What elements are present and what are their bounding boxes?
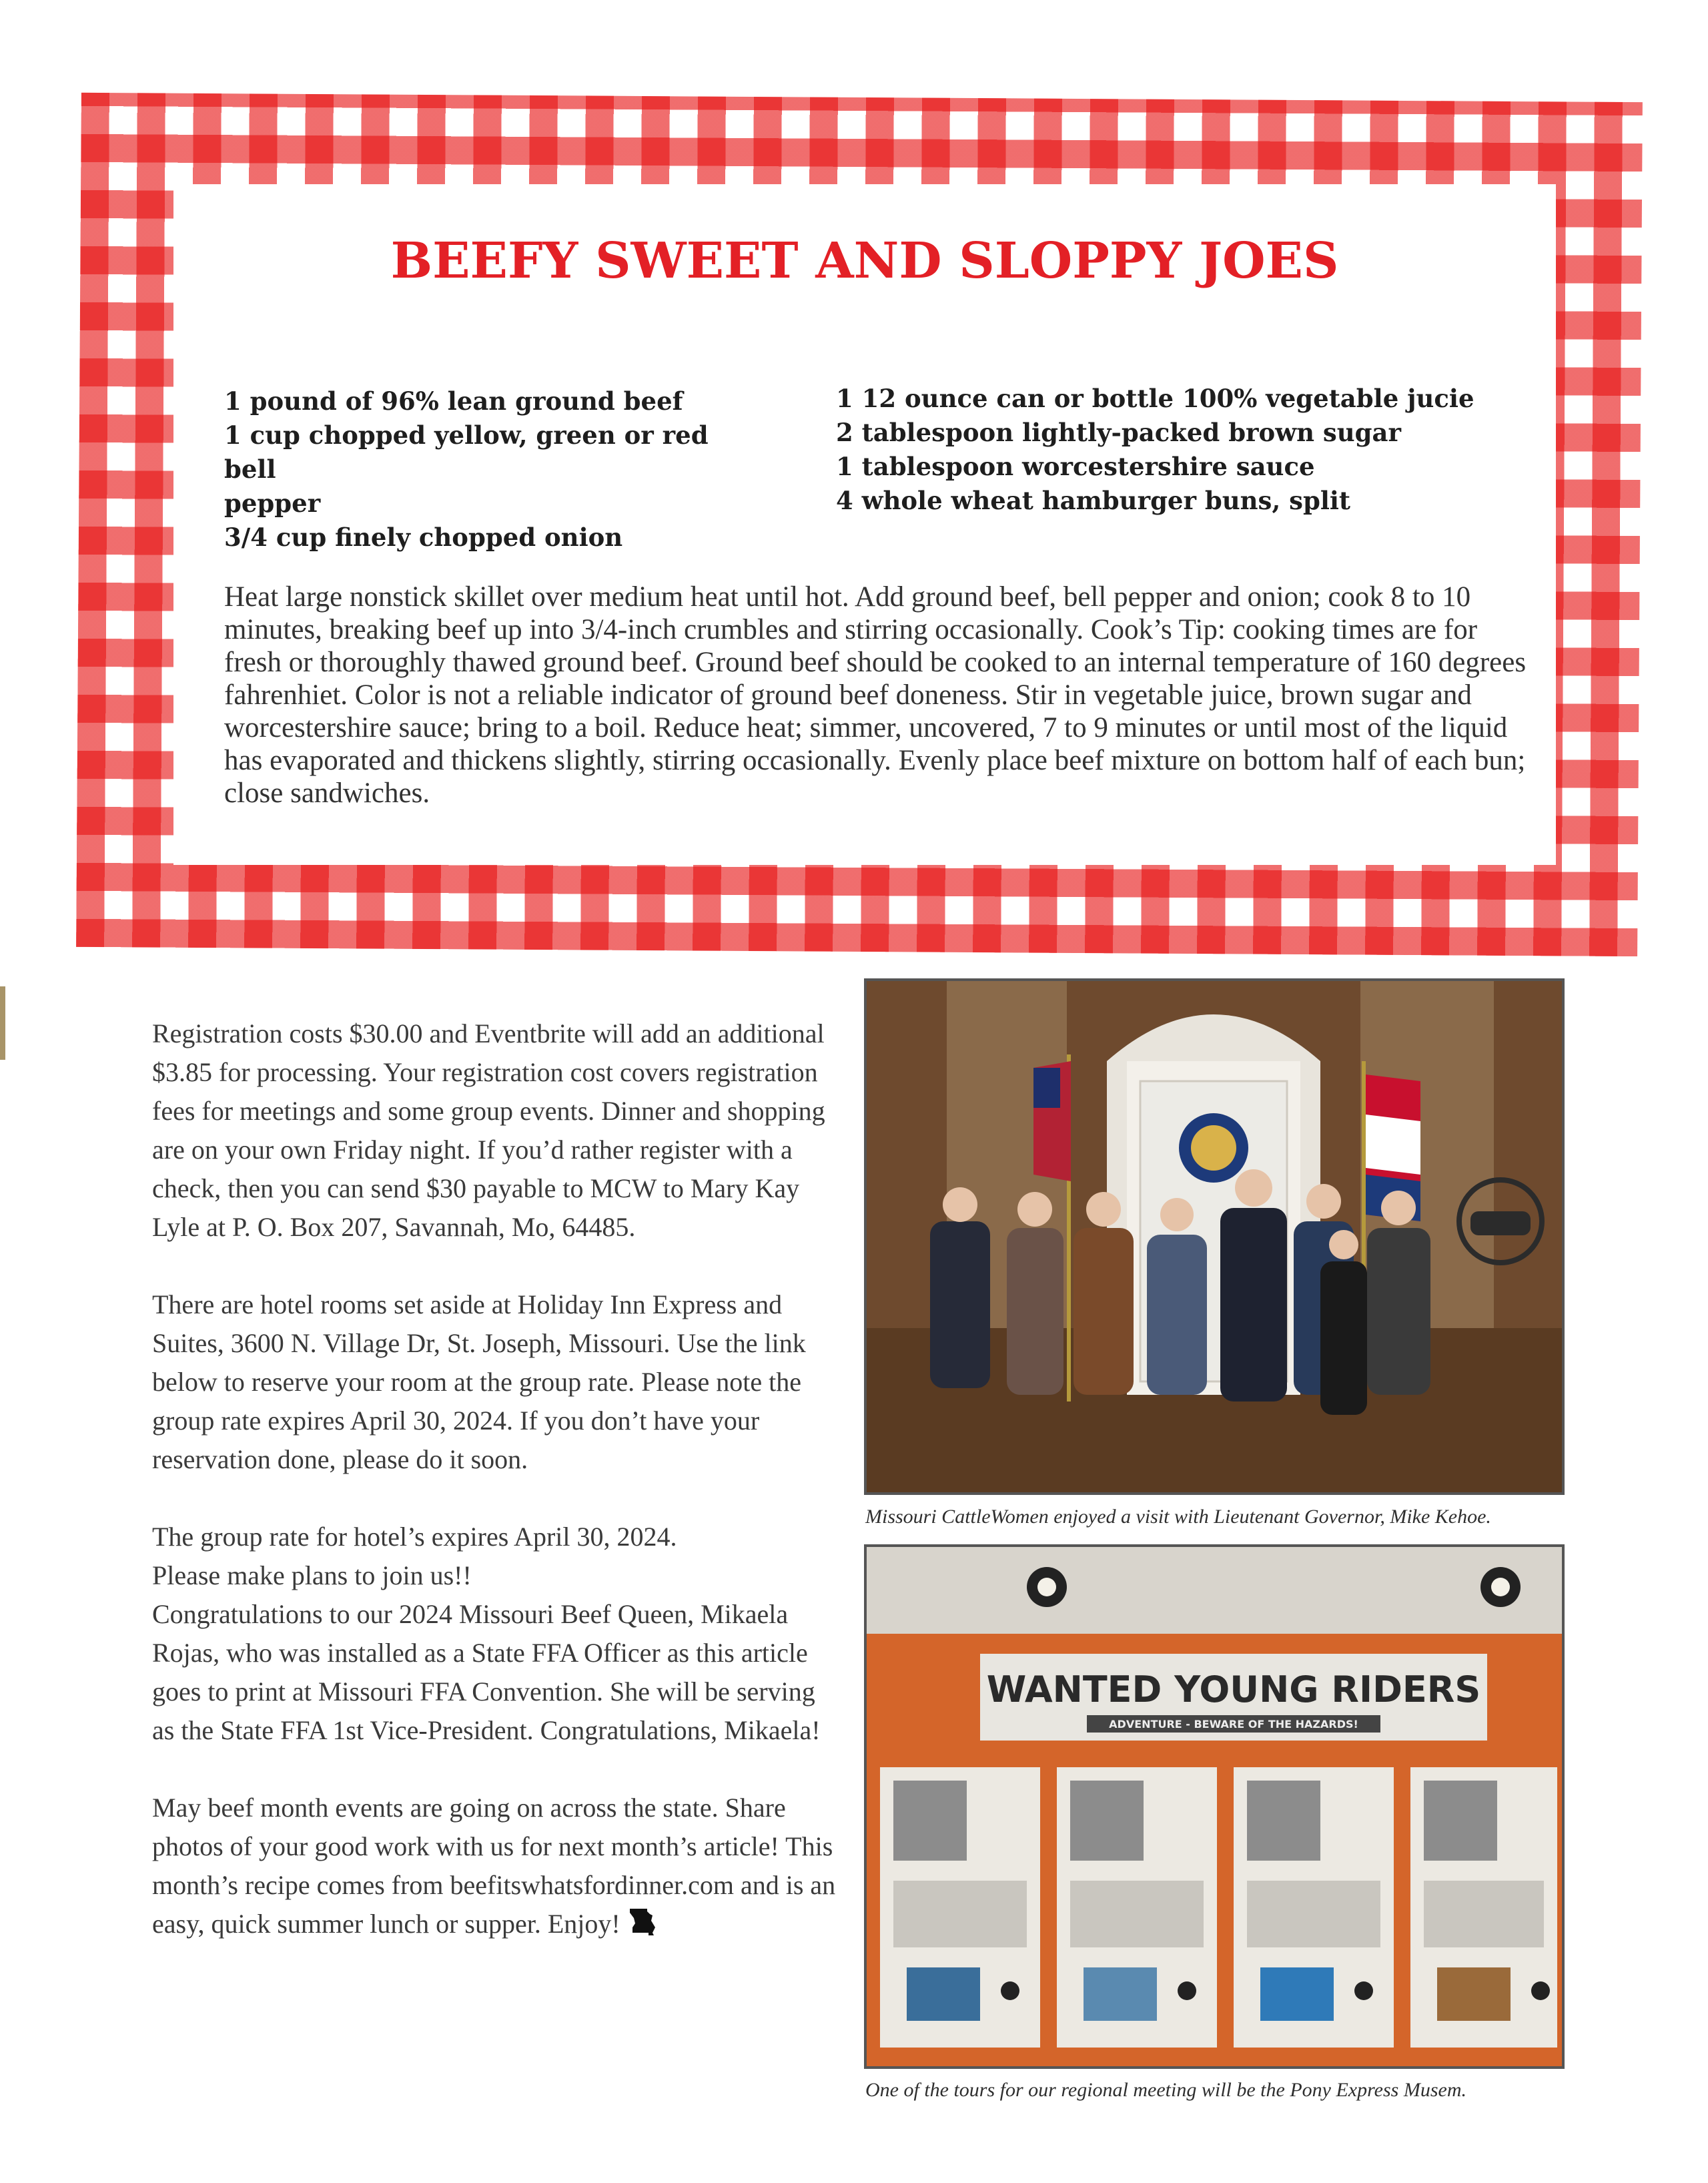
ingredient-item: 1 cup chopped yellow, green or red bell bbox=[224, 420, 709, 484]
ingredient-item: 1 tablespoon worcestershire sauce bbox=[836, 452, 1315, 481]
ingredient-item: 2 tablespoon lightly-packed brown sugar bbox=[836, 418, 1401, 447]
article-paragraph: Congratulations to our 2024 Missouri Beef Queen, Mikaela Rojas, who was installed as a State FFA Officer as this article goes to print at Missouri FFA Convention. She will be serving as the State FFA 1st Vice-President. Congratulations, Mikaela! bbox=[152, 1599, 821, 1745]
missouri-state-icon bbox=[627, 1907, 657, 1947]
ingredient-item: 1 12 ounce can or bottle 100% vegetable jucie bbox=[836, 384, 1474, 413]
photo-caption: Missouri CattleWomen enjoyed a visit with Lieutenant Governor, Mike Kehoe. bbox=[865, 1506, 1491, 1528]
recipe-directions: Heat large nonstick skillet over medium heat until hot. Add ground beef, bell pepper and onion; cook 8 to 10 minutes, breaking beef up into 3/4-inch crumbles and stirring occasionally. Cook’s Tip: cooking times are for fresh or thoroughly thawed ground beef. Ground beef should be cooked to an internal temperature of 160 degrees fahrenhiet. Color is not a reliable indicator of ground beef doneness. Stir in vegetable juice, brown sugar and worcestershire sauce; bring to a boil. Reduce heat; simmer, uncovered, 7 to 9 minutes or until most of the liquid has evaporated and thickens slightly, stirring occasionally. Evenly place beef mixture on bottom half of each bun; close sandwiches. bbox=[224, 581, 1527, 809]
article-paragraph: Registration costs $30.00 and Eventbrite will add an additional $3.85 for processing. Your registration cost covers registration fees for meetings and some group events. Dinner and shopping are on your own Friday night. If you’d rather register with a check, then you can send $30 payable to MCW to Mary Kay Lyle at P. O. Box 207, Savannah, Mo, 64485. bbox=[152, 1018, 825, 1242]
recipe-title: BEEFY SWEET AND SLOPPY JOES bbox=[390, 232, 1339, 290]
article-paragraph: There are hotel rooms set aside at Holiday Inn Express and Suites, 3600 N. Village Dr, St. Joseph, Missouri. Use the link below to reserve your room at the group rate. Please note the group rate expires April 30, 2024. If you don’t have your reservation done, please do it soon. bbox=[152, 1289, 806, 1474]
article-paragraph: The group rate for hotel’s expires April 30, 2024. bbox=[152, 1522, 677, 1552]
page-edge-marker bbox=[0, 986, 5, 1060]
ingredient-item: pepper bbox=[224, 489, 321, 518]
recipe-card bbox=[173, 184, 1556, 865]
ingredients-left bbox=[224, 384, 758, 555]
museum-subsign: ADVENTURE - BEWARE OF THE HAZARDS! bbox=[1109, 1718, 1358, 1731]
photo-caption: One of the tours for our regional meeting will be the Pony Express Musem. bbox=[865, 2079, 1466, 2101]
article-body bbox=[152, 1014, 839, 1947]
ingredient-item: 3/4 cup finely chopped onion bbox=[224, 523, 623, 552]
museum-sign: WANTED YOUNG RIDERS bbox=[986, 1668, 1481, 1710]
article-paragraph: Please make plans to join us!! bbox=[152, 1560, 472, 1590]
ingredient-item: 1 pound of 96% lean ground beef bbox=[224, 386, 683, 416]
article-paragraph: May beef month events are going on across the state. Share photos of your good work with us for next month’s article! This month’s recipe comes from beefitswhatsfordinner.com and is an easy, quick summer lunch or supper. Enjoy! bbox=[152, 1793, 836, 1939]
article-closing bbox=[152, 1789, 839, 1947]
museum-photo bbox=[864, 1544, 1565, 2069]
ingredients-right bbox=[836, 382, 1503, 518]
capitol-visit-photo bbox=[864, 978, 1565, 1495]
ingredient-item: 4 whole wheat hamburger buns, split bbox=[836, 486, 1351, 515]
